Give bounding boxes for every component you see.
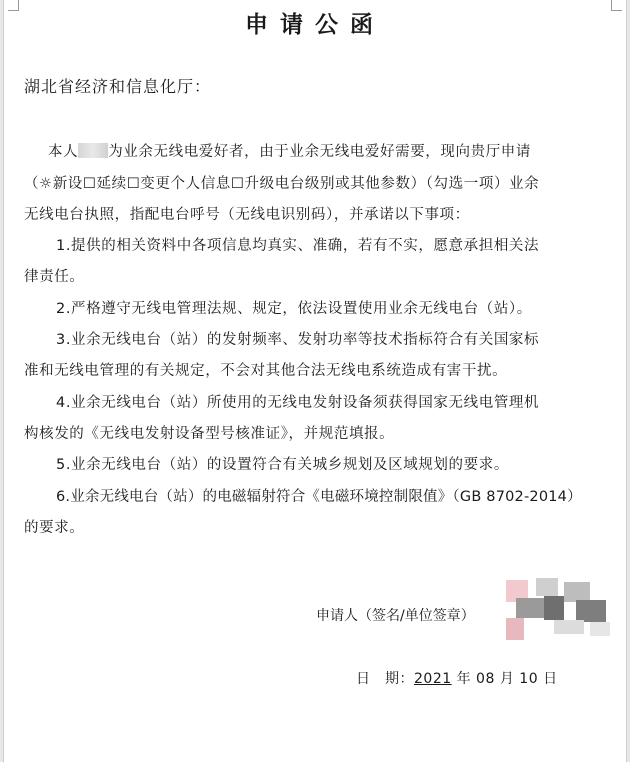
date-label: 日 期： xyxy=(356,671,414,687)
intro-line-3: 无线电台执照，指配电台呼号（无线电识别码），并承诺以下事项： xyxy=(24,207,470,223)
date-day: 10 xyxy=(519,671,539,687)
item-3-line-2: 准和无线电管理的有关规定，不会对其他合法无线电系统造成有害干扰。 xyxy=(24,363,508,379)
addressee: 湖北省经济和信息化厅： xyxy=(24,77,212,96)
redacted-name xyxy=(78,143,108,158)
date-year: 2021 xyxy=(414,671,452,687)
item-1-line-1: 1.提供的相关资料中各项信息均真实、准确，若有不实，愿意承担相关法 xyxy=(56,238,540,254)
date-month: 08 xyxy=(476,671,495,687)
intro-line-1 xyxy=(48,140,531,161)
item-3-line-1: 3.业余无线电台（站）的发射频率、发射功率等技术指标符合有关国家标 xyxy=(56,332,540,348)
item-5-line-1: 5.业余无线电台（站）的设置符合有关城乡规划及区域规划的要求。 xyxy=(56,457,509,473)
item-6-line-1: 6.业余无线电台（站）的电磁辐射符合《电磁环境控制限值》（GB 8702-2014） xyxy=(56,489,582,505)
intro-prefix: 本人 xyxy=(48,144,79,160)
document-title: 申请公函 xyxy=(245,12,385,38)
date-year-unit: 年 xyxy=(456,671,472,687)
intro-suffix: 为业余无线电爱好者，由于业余无线电爱好需要，现向贵厅申请 xyxy=(108,144,532,160)
document-page xyxy=(3,0,627,762)
date-day-unit: 日 xyxy=(543,671,558,687)
item-4-line-2: 构核发的《无线电发射设备型号核准证》，并规范填报。 xyxy=(24,426,395,442)
redacted-signature xyxy=(506,578,616,638)
date-line xyxy=(356,668,558,688)
signer-label: 申请人（签名/单位签章） xyxy=(316,608,475,624)
item-1-line-2: 律责任。 xyxy=(24,269,85,285)
item-6-line-2: 的要求。 xyxy=(24,520,85,536)
item-2-line-1: 2.严格遵守无线电管理法规、规定，依法设置使用业余无线电台（站）。 xyxy=(56,301,532,317)
item-4-line-1: 4.业余无线电台（站）所使用的无线电发射设备须获得国家无线电管理机 xyxy=(56,395,540,411)
date-month-unit: 月 xyxy=(499,671,515,687)
intro-line-2: （☼新设☐延续☐变更个人信息☐升级电台级别或其他参数）（勾选一项）业余 xyxy=(24,176,540,192)
